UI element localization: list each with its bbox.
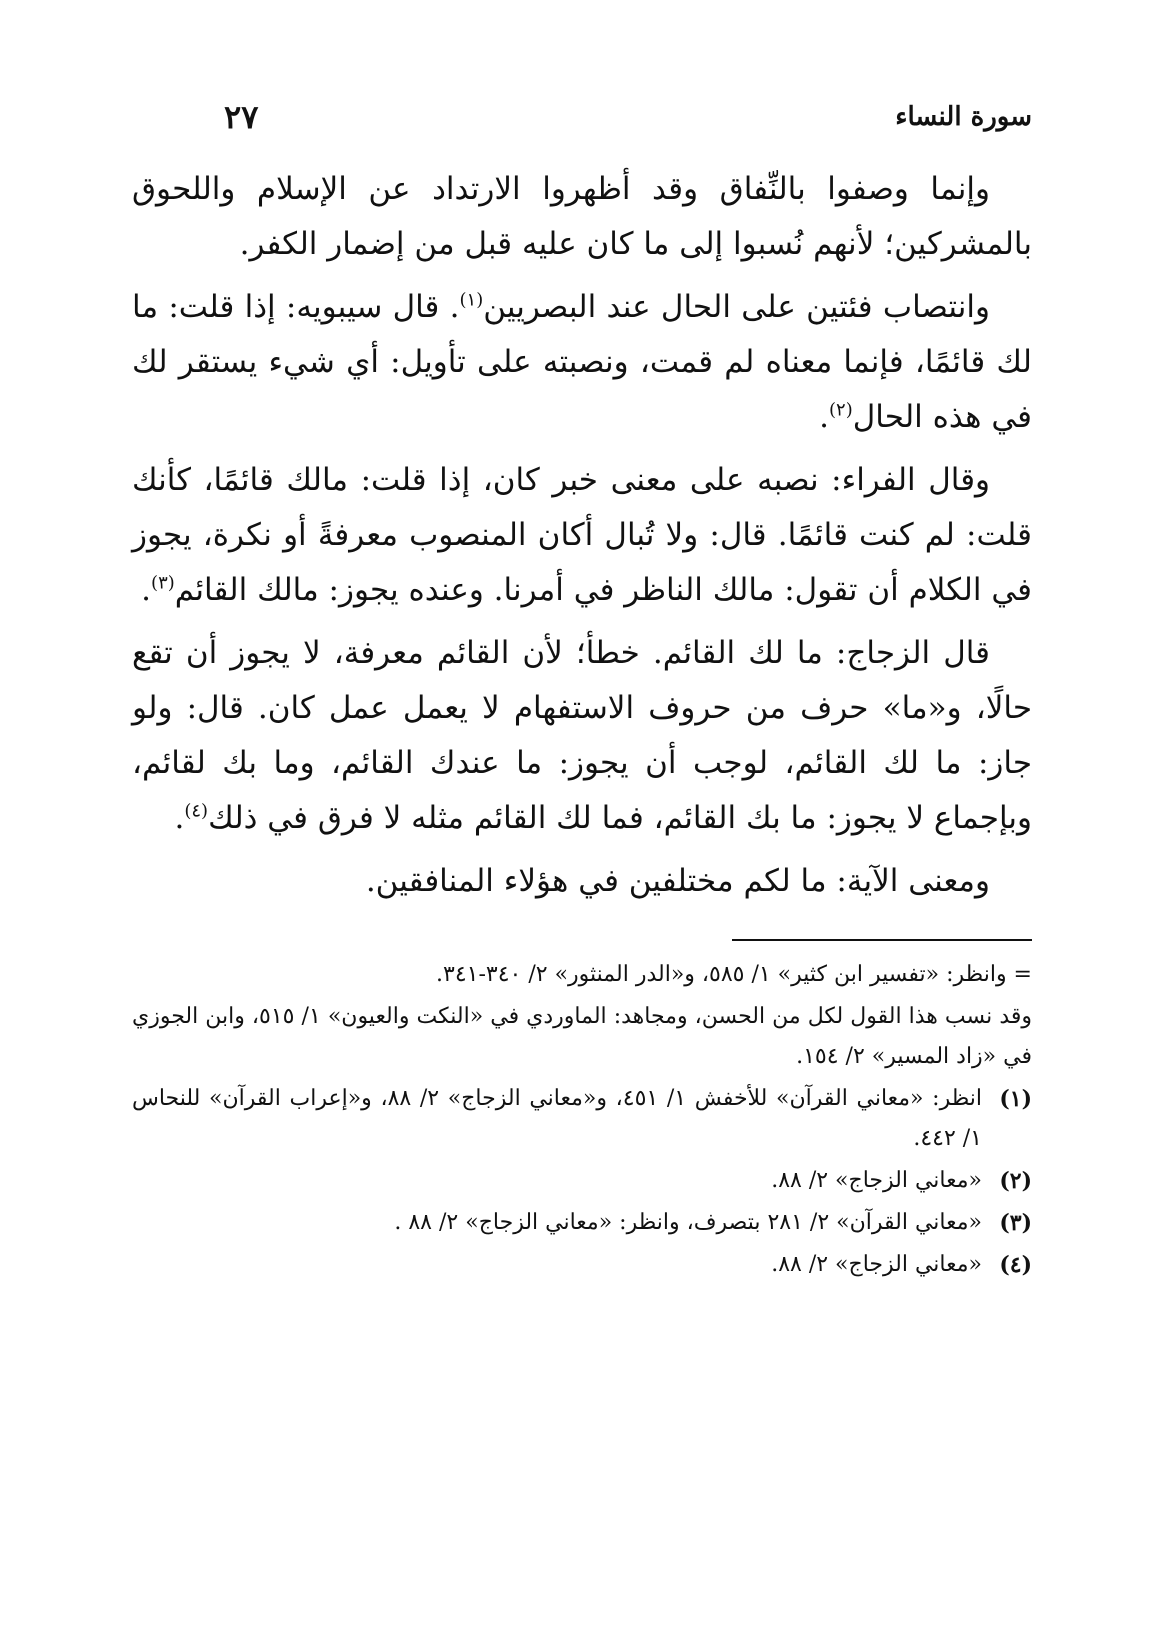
footnote-1-number: (١) bbox=[999, 1086, 1032, 1112]
paragraph-4-text-a: قال الزجاج: ما لك القائم. خطأ؛ لأن القائم معرفة، لا يجوز أن تقع حالًا، و«ما» حرف من حروف الاستفهام لا يعمل عمل كان. قال: ولو جاز: ما لك القائم، لوجب أن يجوز: ما عندك القائم، وما بك لقائم، وبإجماع لا يجوز: ما بك القائم، فما لك القائم مثله لا فرق في ذلك bbox=[132, 635, 1032, 836]
footnote-4-number: (٤) bbox=[999, 1252, 1032, 1278]
footnote-continuation-2 bbox=[132, 997, 1032, 1077]
footnote-ref-3: (٣) bbox=[151, 572, 175, 594]
footnote-continuation-1 bbox=[132, 955, 1032, 995]
footnotes bbox=[132, 955, 1032, 1285]
footnote-4 bbox=[132, 1245, 1032, 1285]
footnote-divider bbox=[732, 939, 1032, 941]
paragraph-1: وإنما وصفوا بالنِّفاق وقد أظهروا الارتداد عن الإسلام واللحوق بالمشركين؛ لأنهم نُسبوا إلى ما كان عليه قبل من إضمار الكفر. bbox=[132, 171, 1032, 262]
footnote-2-number: (٢) bbox=[999, 1168, 1032, 1194]
footnote-ref-2: (٢) bbox=[829, 399, 853, 421]
paragraph-3 bbox=[132, 453, 1032, 618]
footnote-3-text: «معاني القرآن» ٢/ ٢٨١ بتصرف، وانظر: «معاني الزجاج» ٢/ ٨٨ . bbox=[394, 1210, 982, 1235]
paragraph-3-text-b: . bbox=[141, 572, 152, 608]
footnote-2-text: «معاني الزجاج» ٢/ ٨٨. bbox=[771, 1168, 982, 1193]
footnote-ref-4: (٤) bbox=[184, 800, 209, 822]
page-header bbox=[132, 80, 1032, 150]
paragraph-3-text-a: وقال الفراء: نصبه على معنى خبر كان، إذا قلت: مالك قائمًا، كأنك قلت: لم كنت قائمًا. قال: ولا تُبال أكان المنصوب معرفةً أو نكرة، يجوز في الكلام أن تقول: مالك الناظر في أمرنا. وعنده يجوز: مالك القائم bbox=[132, 462, 1032, 608]
footnote-continuation-1-text: = وانظر: «تفسير ابن كثير» ١/ ٥٨٥، و«الدر المنثور» ٢/ ٣٤٠-٣٤١. bbox=[436, 962, 1032, 987]
paragraph-4-text-b: . bbox=[174, 800, 185, 836]
footnote-3 bbox=[132, 1203, 1032, 1243]
paragraph-5: ومعنى الآية: ما لكم مختلفين في هؤلاء المنافقين. bbox=[365, 863, 990, 899]
book-page bbox=[132, 80, 1032, 1570]
surah-title: سورة النساء bbox=[895, 102, 1032, 132]
paragraph-4 bbox=[132, 626, 1032, 846]
page-number: ٢٧ bbox=[224, 98, 259, 136]
footnote-1-text: انظر: «معاني القرآن» للأخفش ١/ ٤٥١، و«معاني الزجاج» ٢/ ٨٨، و«إعراب القرآن» للنحاس ١/ ٤٤٢. bbox=[132, 1086, 983, 1151]
paragraph-2-text-c: . bbox=[819, 399, 829, 435]
main-text bbox=[132, 162, 1032, 909]
footnote-3-number: (٣) bbox=[999, 1210, 1032, 1236]
paragraph-2 bbox=[132, 280, 1032, 445]
footnote-ref-1: (١) bbox=[459, 289, 484, 311]
footnote-continuation-2-text: وقد نسب هذا القول لكل من الحسن، ومجاهد: الماوردي في «النكت والعيون» ١/ ٥١٥، وابن الجوزي في «زاد المسير» ٢/ ١٥٤. bbox=[132, 1004, 1033, 1069]
footnote-4-text: «معاني الزجاج» ٢/ ٨٨. bbox=[771, 1252, 982, 1277]
paragraph-2-text-b: . قال سيبويه: إذا قلت: ما لك قائمًا، فإنما معناه لم قمت، ونصبته على تأويل: أي شيء يستقر لك في هذه الحال bbox=[132, 289, 1032, 435]
footnote-1 bbox=[132, 1079, 1032, 1159]
paragraph-2-text-a: وانتصاب فئتين على الحال عند البصريين bbox=[483, 289, 990, 325]
footnote-2 bbox=[132, 1161, 1032, 1201]
